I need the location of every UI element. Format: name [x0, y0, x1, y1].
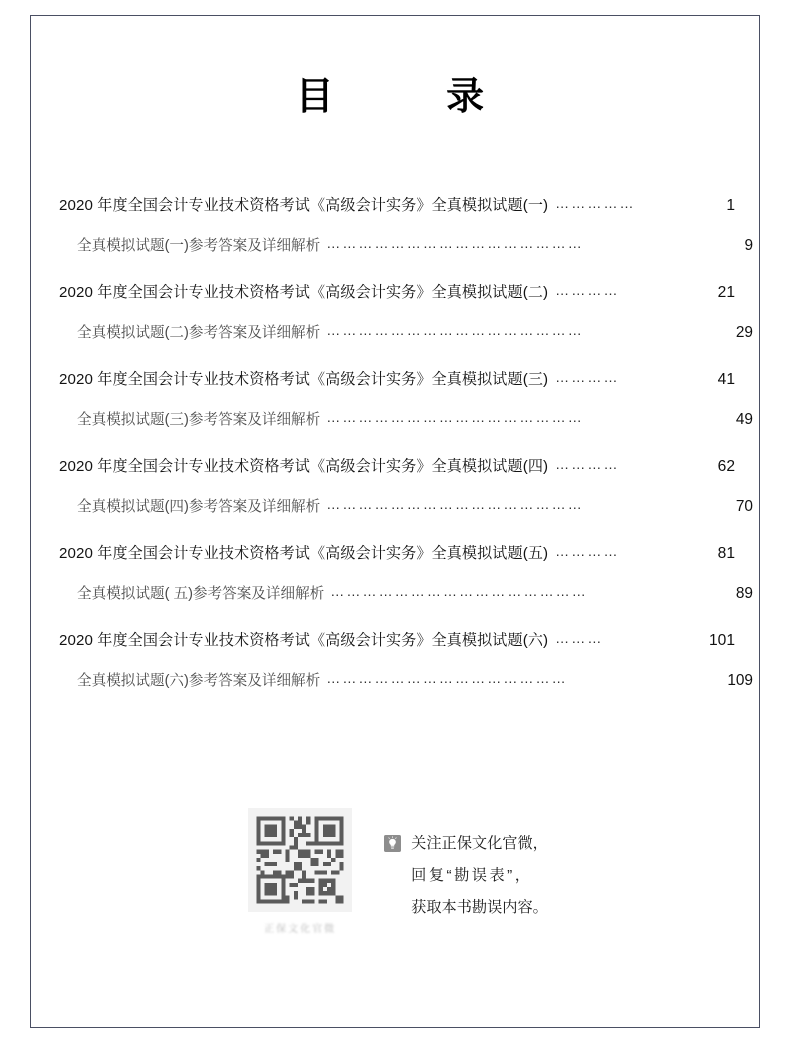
- toc-page-number: 62: [717, 458, 735, 475]
- toc-entry-sub[interactable]: [59, 321, 753, 359]
- toc-entry-sub[interactable]: [59, 495, 753, 533]
- toc-entry-sub[interactable]: [59, 408, 753, 446]
- errata-note-line-3: [384, 890, 548, 922]
- toc-entry-label: 全真模拟试题( 五)参考答案及详细解析: [77, 586, 325, 602]
- toc-dot-leader: …………: [555, 369, 620, 385]
- toc-dot-leader: ……………: [555, 195, 636, 211]
- toc-dot-leader: …………: [555, 282, 620, 298]
- toc-group: [59, 281, 753, 359]
- toc-entry-label: 全真模拟试题(一)参考答案及详细解析: [77, 238, 321, 254]
- toc-entry-sub[interactable]: [59, 234, 753, 272]
- lightbulb-icon: [384, 835, 401, 852]
- qr-code-image: [248, 808, 352, 912]
- toc-page-number: 70: [735, 498, 753, 515]
- toc-entry-main[interactable]: [59, 368, 735, 408]
- toc-entry-label: 全真模拟试题(六)参考答案及详细解析: [77, 673, 321, 689]
- toc-entry-label: 2020 年度全国会计专业技术资格考试《高级会计实务》全真模拟试题(二): [59, 284, 549, 301]
- toc-group: [59, 629, 753, 707]
- toc-entry-label: 全真模拟试题(三)参考答案及详细解析: [77, 412, 321, 428]
- page-frame: [30, 15, 760, 1028]
- errata-note-line-1-text: 关注正保文化官微，: [411, 834, 548, 852]
- toc-page-number: 101: [708, 632, 735, 649]
- toc-page-number: 29: [735, 324, 753, 341]
- toc-entry-label: 2020 年度全国会计专业技术资格考试《高级会计实务》全真模拟试题(五): [59, 545, 549, 562]
- toc-entry-sub[interactable]: [59, 582, 753, 620]
- toc-group: [59, 542, 753, 620]
- errata-notice-block: [31, 808, 761, 935]
- toc-page-number: 21: [717, 284, 735, 301]
- toc-dot-leader: …………………………………………: [326, 496, 584, 512]
- toc-dot-leader: …………………………………………: [326, 322, 584, 338]
- toc-page-number: 9: [744, 237, 753, 254]
- toc-entry-main[interactable]: [59, 281, 735, 321]
- page-title: 目 录: [295, 76, 497, 118]
- errata-note-line-3-text: 获取本书勘误内容。: [411, 898, 548, 916]
- toc-entry-main[interactable]: [59, 455, 735, 495]
- toc-group: [59, 368, 753, 446]
- toc-entry-label: 2020 年度全国会计专业技术资格考试《高级会计实务》全真模拟试题(三): [59, 371, 549, 388]
- qr-code-caption: 正保文化官微: [264, 924, 337, 935]
- toc-entry-main[interactable]: [59, 629, 735, 669]
- errata-note-line-2-text: 回复“勘误表”，: [411, 866, 533, 884]
- errata-note-line-2: [384, 858, 548, 890]
- toc-entry-main[interactable]: [59, 194, 735, 234]
- toc-page-number: 49: [735, 411, 753, 428]
- toc-page-number: 109: [727, 672, 753, 689]
- toc-page-number: 89: [735, 585, 753, 602]
- toc-list: [59, 194, 753, 716]
- toc-entry-label: 2020 年度全国会计专业技术资格考试《高级会计实务》全真模拟试题(一): [59, 197, 549, 214]
- toc-entry-sub[interactable]: [59, 669, 753, 707]
- toc-group: [59, 194, 753, 272]
- toc-entry-main[interactable]: [59, 542, 735, 582]
- toc-entry-label: 全真模拟试题(二)参考答案及详细解析: [77, 325, 321, 341]
- toc-page-number: 1: [726, 197, 735, 214]
- toc-dot-leader: ………………………………………: [326, 670, 568, 686]
- toc-dot-leader: …………: [555, 543, 620, 559]
- errata-note-line-1: [384, 826, 548, 858]
- toc-dot-leader: ………: [555, 630, 604, 646]
- toc-entry-label: 2020 年度全国会计专业技术资格考试《高级会计实务》全真模拟试题(六): [59, 632, 549, 649]
- qr-code-wrap: [244, 808, 356, 935]
- errata-note-text: [384, 808, 548, 922]
- toc-page-number: 81: [717, 545, 735, 562]
- toc-entry-label: 2020 年度全国会计专业技术资格考试《高级会计实务》全真模拟试题(四): [59, 458, 549, 475]
- toc-group: [59, 455, 753, 533]
- toc-dot-leader: …………………………………………: [330, 583, 588, 599]
- toc-entry-label: 全真模拟试题(四)参考答案及详细解析: [77, 499, 321, 515]
- toc-page-number: 41: [717, 371, 735, 388]
- toc-dot-leader: …………: [555, 456, 620, 472]
- toc-dot-leader: …………………………………………: [326, 235, 584, 251]
- toc-dot-leader: …………………………………………: [326, 409, 584, 425]
